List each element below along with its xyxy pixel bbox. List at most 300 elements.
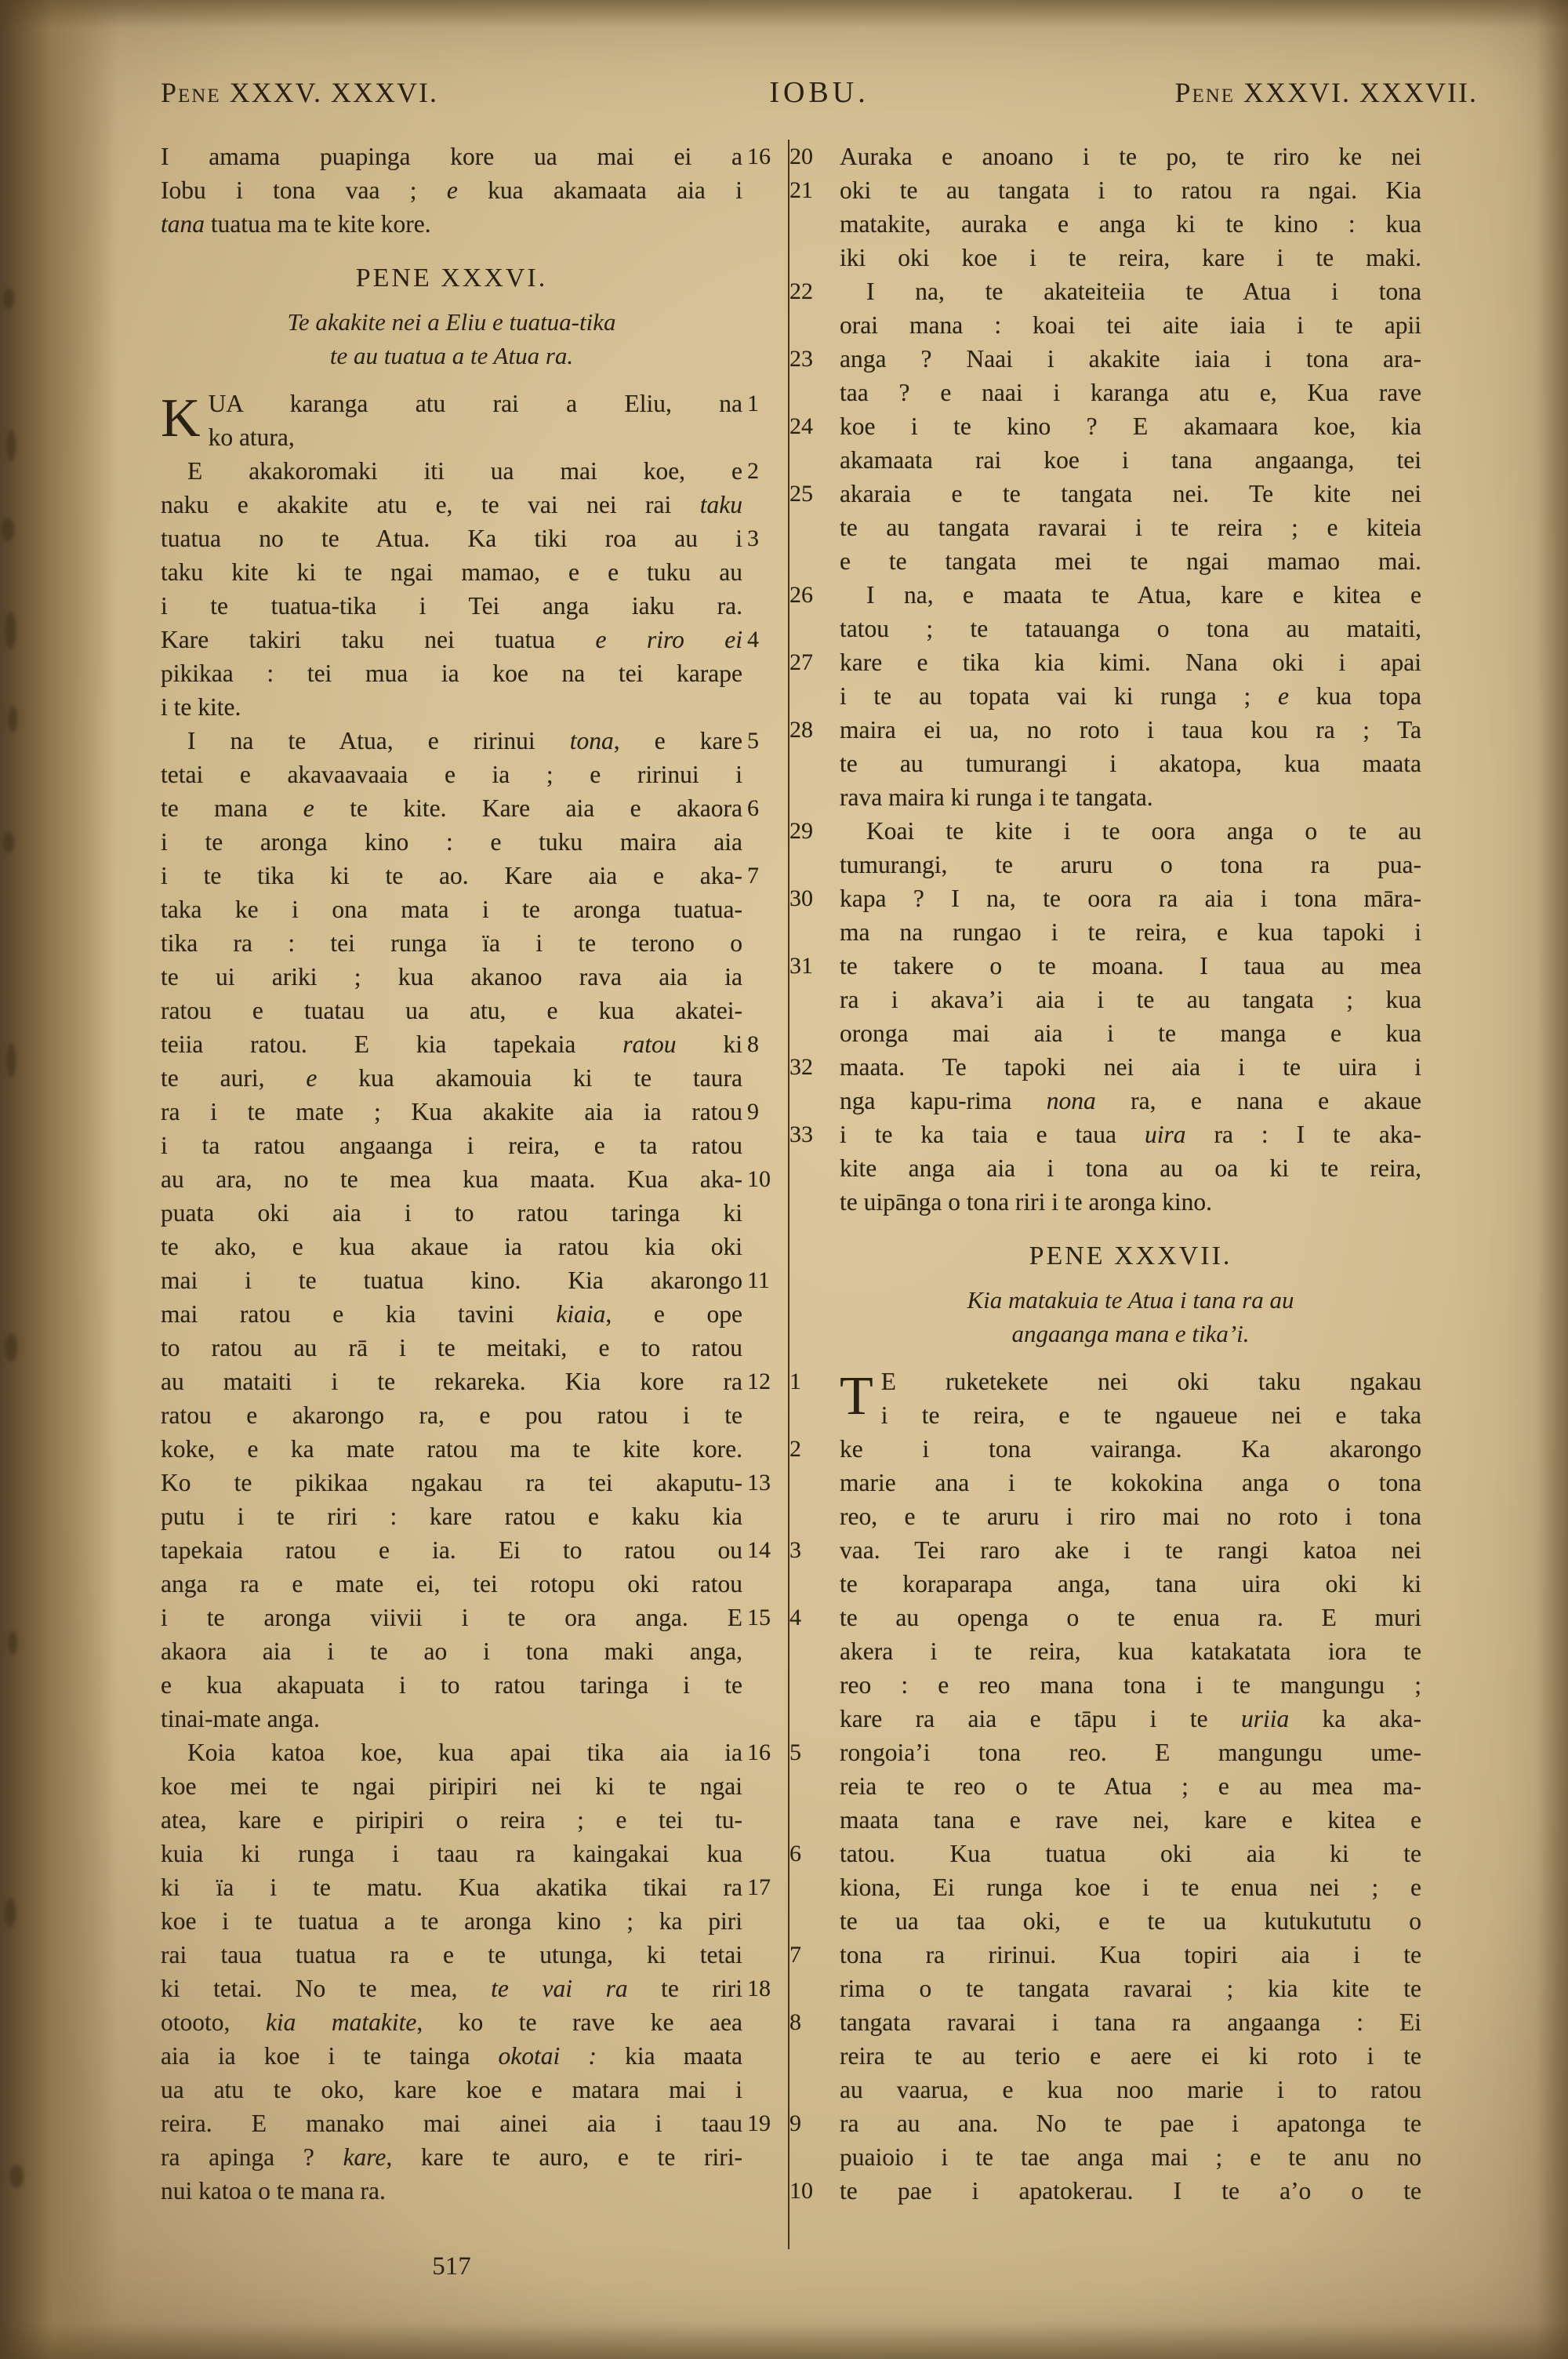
verse-number: 5 bbox=[747, 728, 759, 754]
verse-paragraph-dropcap bbox=[789, 1365, 1421, 1432]
text-run: tuatua no te Atua. Ka tiki roa au i bbox=[161, 525, 742, 552]
text-line bbox=[840, 2140, 1421, 2174]
text-line bbox=[840, 1499, 1421, 1533]
text-run: rai taua tuatua ra e te utunga, ki tetai bbox=[161, 1941, 742, 1968]
text-run: akera i te reira, kua katakatata iora te bbox=[840, 1637, 1421, 1665]
text-run: au vaarua, e kua noo marie i to ratou bbox=[840, 2076, 1421, 2103]
text-run: , e kare bbox=[613, 727, 742, 754]
text-run: ki ïa i te matu. Kua akatika tikai ra bbox=[161, 1874, 742, 1901]
verse-number: 19 bbox=[747, 2110, 771, 2136]
text-line bbox=[840, 747, 1421, 780]
text-run: orai mana : koai tei aite iaia i te apii bbox=[840, 311, 1421, 339]
text-line bbox=[840, 679, 1421, 713]
text-run: vaa. Tei raro ake i te rangi katoa nei bbox=[840, 1536, 1421, 1564]
verse-number: 33 bbox=[789, 1121, 813, 1147]
text-line bbox=[161, 1938, 742, 1972]
page-content bbox=[161, 140, 1421, 2249]
text-run: nui katoa o te mana ra. bbox=[161, 2177, 386, 2205]
text-line bbox=[840, 308, 1421, 342]
italic-text: ratou bbox=[622, 1030, 677, 1058]
text-run: otooto, bbox=[161, 2008, 266, 2036]
verse-number: 11 bbox=[747, 1267, 770, 1293]
text-run: ra i akava’i aia i te au tangata ; kua bbox=[840, 986, 1421, 1013]
text-line bbox=[161, 173, 742, 207]
page-edge-top bbox=[0, 0, 1568, 28]
text-run: i te au topata vai ki runga ; bbox=[840, 682, 1278, 710]
text-run: tatou. Kua tuatua oki aia ki te bbox=[840, 1840, 1421, 1867]
text-line bbox=[789, 713, 1421, 747]
verse-number: 10 bbox=[789, 2178, 813, 2204]
text-run: oronga mai aia i te manga e kua bbox=[840, 1020, 1421, 1047]
text-run: ra apinga ? bbox=[161, 2143, 343, 2171]
text-run: tapekaia ratou e ia. Ei to ratou ou bbox=[161, 1536, 742, 1564]
text-run: tatou ; te tatauanga o tona au mataiti, bbox=[840, 615, 1421, 642]
text-run: rava maira ki runga i te tangata. bbox=[840, 783, 1153, 811]
text-line bbox=[840, 1702, 1421, 1736]
summary-line: angaanga mana e tika’i. bbox=[1011, 1320, 1250, 1347]
text-run: puata oki aia i to ratou taringa ki bbox=[161, 1199, 742, 1227]
verse-number: 30 bbox=[789, 885, 813, 911]
text-line bbox=[161, 420, 742, 454]
italic-text: e bbox=[306, 1064, 318, 1092]
verse-number: 15 bbox=[747, 1605, 771, 1630]
text-run: mai ratou e kia tavini bbox=[161, 1300, 557, 1328]
text-run: au mataiti i te rekareka. Kia kore ra bbox=[161, 1368, 742, 1395]
text-run: i te reira, e te ngaueue nei e taka bbox=[880, 1401, 1421, 1429]
text-line bbox=[840, 2073, 1421, 2106]
text-line bbox=[161, 488, 742, 522]
summary-line: te au tuatua a te Atua ra. bbox=[329, 342, 574, 369]
text-line bbox=[161, 1230, 742, 1263]
text-line bbox=[789, 1601, 1421, 1634]
text-line bbox=[161, 1061, 742, 1095]
verse-number: 21 bbox=[789, 177, 813, 203]
text-run: ra au ana. No te pae i apatonga te bbox=[840, 2110, 1421, 2137]
text-line bbox=[161, 1702, 742, 1736]
text-run: koe mei te ngai piripiri nei ki te ngai bbox=[161, 1772, 742, 1800]
text-line bbox=[161, 1904, 742, 1938]
verse-number: 10 bbox=[747, 1166, 771, 1192]
text-line bbox=[161, 1331, 742, 1365]
text-run: kite anga aia i tona au oa ki te reira, bbox=[840, 1154, 1421, 1182]
text-run: kare ra aia e tāpu i te bbox=[840, 1705, 1241, 1732]
verse-number: 1 bbox=[789, 1369, 801, 1394]
summary-line: Te akakite nei a Eliu e tuatua-tika bbox=[287, 308, 616, 336]
verse-number: 12 bbox=[747, 1369, 771, 1394]
text-line bbox=[161, 1196, 742, 1230]
page-number: 517 bbox=[432, 2252, 471, 2281]
text-line bbox=[840, 544, 1421, 578]
text-run: anga ra e mate ei, tei rotopu oki ratou bbox=[161, 1570, 742, 1598]
text-line bbox=[161, 1769, 742, 1803]
italic-text: e riro ei bbox=[595, 626, 742, 653]
text-line bbox=[789, 1837, 1421, 1870]
text-run: rima o te tangata ravarai ; kia kite te bbox=[840, 1975, 1421, 2002]
text-run: akamaata rai koe i tana angaanga, tei bbox=[840, 446, 1421, 474]
text-line bbox=[161, 1398, 742, 1432]
text-line bbox=[840, 1668, 1421, 1702]
text-run: reira te au terio e aere ei ki roto i te bbox=[840, 2042, 1421, 2070]
verse-number: 3 bbox=[789, 1537, 801, 1563]
text-run: ratou e tuatau ua atu, e kua akatei- bbox=[161, 997, 742, 1024]
verse-paragraph bbox=[789, 1432, 1421, 2208]
text-line bbox=[161, 2073, 742, 2106]
text-run: maira ei ua, no roto i taua kou ra ; Ta bbox=[840, 716, 1421, 743]
text-run: nga kapu-rima bbox=[840, 1087, 1047, 1114]
italic-text: e bbox=[446, 176, 458, 204]
text-line bbox=[789, 409, 1421, 443]
verse-number: 7 bbox=[747, 863, 759, 889]
verse-number: 14 bbox=[747, 1537, 771, 1563]
text-line bbox=[161, 623, 759, 656]
text-run: koe i te tuatua a te aronga kino ; ka piri bbox=[161, 1907, 742, 1935]
italic-text: nona bbox=[1046, 1087, 1096, 1114]
chapter-summary bbox=[840, 1283, 1421, 1350]
text-run: kare e tika kia kimi. Nana oki i apai bbox=[840, 649, 1421, 676]
verse-number: 1 bbox=[747, 391, 759, 416]
text-run: I na, e maata te Atua, kare e kitea e bbox=[866, 581, 1421, 609]
text-run: iki oki koe i te reira, kare i te maki. bbox=[840, 244, 1421, 271]
chapter-summary bbox=[161, 305, 742, 373]
text-run: tumurangi, te aruru o tona ra pua- bbox=[840, 851, 1421, 878]
text-run: naku e akakite atu e, te vai nei rai bbox=[161, 491, 700, 518]
text-line bbox=[161, 926, 742, 960]
text-run: tika ra : tei runga ïa i te terono o bbox=[161, 929, 742, 957]
text-line bbox=[161, 1365, 771, 1398]
text-run: Auraka e anoano i te po, te riro ke nei bbox=[840, 143, 1421, 170]
verse-number: 32 bbox=[789, 1054, 813, 1080]
text-run: reo, e te aruru i riro mai no roto i tona bbox=[840, 1503, 1421, 1530]
page-edge-mark bbox=[3, 289, 14, 309]
text-run: te au tangata ravarai i te reira ; e kiteia bbox=[840, 514, 1421, 541]
text-run: te riri bbox=[627, 1975, 742, 2002]
verse-number: 22 bbox=[789, 278, 813, 304]
verse-paragraph bbox=[161, 140, 771, 241]
verse-number: 31 bbox=[789, 953, 813, 979]
text-column-left bbox=[161, 140, 771, 2249]
text-run: ki bbox=[676, 1030, 742, 1058]
text-line bbox=[840, 983, 1421, 1016]
italic-text: uira bbox=[1144, 1121, 1186, 1148]
text-line bbox=[840, 241, 1421, 274]
text-line bbox=[161, 1162, 771, 1196]
text-run: kare te auro, e te riri- bbox=[392, 2143, 742, 2171]
text-run: tona ra ririnui. Kua topiri aia i te bbox=[840, 1941, 1421, 1968]
text-run: kapa ? I na, te oora ra aia i tona māra- bbox=[840, 885, 1421, 912]
text-run: ki tetai. No te mea, bbox=[161, 1975, 492, 2002]
text-line bbox=[789, 477, 1421, 511]
text-line bbox=[789, 645, 1421, 679]
text-run: ratou e akarongo ra, e pou ratou i te bbox=[161, 1401, 742, 1429]
italic-text: okotai : bbox=[498, 2042, 597, 2070]
text-line bbox=[161, 555, 742, 589]
text-line bbox=[789, 2174, 1421, 2208]
text-line bbox=[161, 1803, 742, 1837]
text-run: I amama puapinga kore ua mai ei a bbox=[161, 143, 742, 170]
verse-number: 17 bbox=[747, 1874, 771, 1900]
text-line bbox=[840, 780, 1421, 814]
verse-number: 4 bbox=[789, 1605, 801, 1630]
italic-text: tana bbox=[161, 210, 205, 238]
text-line bbox=[789, 881, 1421, 915]
text-line bbox=[161, 1129, 742, 1162]
text-run: E akakoromaki iti ua mai koe, e bbox=[187, 457, 742, 485]
text-line bbox=[161, 1432, 742, 1466]
text-line bbox=[161, 1972, 771, 2005]
text-run: putu i te riri : kare ratou e kaku kia bbox=[161, 1503, 742, 1530]
page-edge-mark bbox=[8, 706, 17, 732]
italic-text: taku bbox=[699, 491, 742, 518]
column-divider bbox=[788, 140, 789, 2249]
page-edge-mark bbox=[6, 1043, 16, 1078]
text-line bbox=[161, 387, 759, 420]
page-edge-mark bbox=[6, 430, 16, 461]
text-run: kua akamouia ki te taura bbox=[317, 1064, 742, 1092]
text-run: ka aka- bbox=[1289, 1705, 1421, 1732]
text-line bbox=[161, 1027, 759, 1061]
verse-number: 24 bbox=[789, 413, 813, 439]
text-run: kia maata bbox=[596, 2042, 742, 2070]
text-line bbox=[840, 848, 1421, 881]
text-run: atea, kare e piripiri o reira ; e tei tu- bbox=[161, 1806, 742, 1834]
verse-number: 26 bbox=[789, 582, 813, 608]
page-edge-mark bbox=[2, 518, 14, 541]
text-line bbox=[161, 2174, 742, 2208]
text-run: mai i te tuatua kino. Kia akarongo bbox=[161, 1267, 742, 1294]
text-column-right bbox=[789, 140, 1421, 2249]
text-run: taku kite ki te ngai mamao, e e tuku au bbox=[161, 558, 742, 586]
text-line bbox=[840, 1185, 1421, 1219]
text-line bbox=[840, 1803, 1421, 1837]
verse-number: 9 bbox=[789, 2110, 801, 2136]
verse-number: 9 bbox=[747, 1099, 759, 1125]
italic-text: uriia bbox=[1240, 1705, 1290, 1732]
text-run: puaioio i te tae anga mai ; e te anu no bbox=[840, 2143, 1421, 2171]
text-run: teiia ratou. E kia tapekaia bbox=[161, 1030, 623, 1058]
text-run: I na, te akateiteiia te Atua i tona bbox=[866, 278, 1421, 305]
verse-number: 5 bbox=[789, 1739, 801, 1765]
text-run: , ko te rave ke aea bbox=[416, 2008, 742, 2036]
text-run: Koai te kite i te oora anga o te au bbox=[866, 817, 1421, 845]
text-line bbox=[840, 915, 1421, 949]
text-line bbox=[161, 1466, 771, 1499]
text-line bbox=[840, 1016, 1421, 1050]
text-run: rongoia’i tona reo. E mangungu ume- bbox=[840, 1739, 1421, 1766]
verse-number: 16 bbox=[747, 144, 771, 169]
text-run: taka ke i ona mata i te aronga tuatua- bbox=[161, 896, 742, 923]
text-run: pikikaa : tei mua ia koe na tei karape bbox=[161, 660, 742, 687]
text-line bbox=[789, 1432, 1421, 1466]
text-run: Koia katoa koe, kua apai tika aia ia bbox=[187, 1739, 742, 1766]
text-run: te takere o te moana. I taua au mea bbox=[840, 952, 1421, 980]
text-line bbox=[840, 1634, 1421, 1668]
text-run: te ako, e kua akaue ia ratou kia oki bbox=[161, 1233, 742, 1260]
chapter-heading: PENE XXXVII. bbox=[1029, 1241, 1232, 1270]
text-line bbox=[789, 173, 1421, 207]
text-line bbox=[161, 1634, 742, 1668]
text-line bbox=[840, 2039, 1421, 2073]
text-run: ra, e nana e akaue bbox=[1095, 1087, 1421, 1114]
text-run: i te ka taia e taua bbox=[840, 1121, 1145, 1148]
verse-paragraph-dropcap bbox=[161, 387, 759, 454]
text-run: i te aronga viivii i te ora anga. E bbox=[161, 1604, 742, 1631]
text-line bbox=[161, 207, 742, 241]
page-edge-right bbox=[1537, 0, 1568, 2359]
text-line bbox=[789, 578, 1421, 612]
verse-number: 6 bbox=[789, 1841, 801, 1866]
running-header bbox=[161, 75, 1478, 110]
text-line bbox=[161, 1567, 742, 1601]
verse-number: 8 bbox=[747, 1031, 759, 1057]
text-line bbox=[161, 1095, 759, 1129]
chapter-heading: PENE XXXVI. bbox=[355, 264, 548, 293]
page-edge-bottom bbox=[0, 2323, 1568, 2359]
text-run: e kua akapuata i to ratou taringa i te bbox=[161, 1671, 742, 1699]
text-run: taa ? e naai i karanga atu e, Kua rave bbox=[840, 379, 1421, 406]
text-run: i te tika ki te ao. Kare aia e aka- bbox=[161, 862, 742, 889]
verse-paragraph bbox=[161, 454, 771, 2208]
verse-number: 3 bbox=[747, 525, 759, 551]
text-run: oki te au tangata i to ratou ra ngai. Kia bbox=[840, 176, 1421, 204]
text-run: Ko te pikikaa ngakau ra tei akaputu- bbox=[161, 1469, 742, 1496]
verse-number: 4 bbox=[747, 627, 759, 652]
page-edge-mark bbox=[9, 2165, 24, 2188]
verse-number: 29 bbox=[789, 818, 813, 844]
text-run: ua atu te oko, kare koe e matara mai i bbox=[161, 2076, 742, 2103]
text-run: tangata ravarai i tana ra angaanga : Ei bbox=[840, 2008, 1421, 2036]
text-run: au ara, no te mea kua maata. Kua aka- bbox=[161, 1165, 742, 1193]
text-line bbox=[840, 1567, 1421, 1601]
text-run: te auri, bbox=[161, 1064, 307, 1092]
text-line bbox=[840, 1769, 1421, 1803]
text-line bbox=[161, 758, 742, 791]
verse-number: 2 bbox=[747, 458, 759, 484]
text-run: e te tangata mei te ngai mamao mai. bbox=[840, 547, 1421, 575]
text-run: te uipānga o tona riri i te aronga kino. bbox=[840, 1188, 1212, 1216]
text-line bbox=[161, 724, 759, 758]
text-run: E ruketekete nei oki taku ngakau bbox=[880, 1368, 1421, 1395]
text-line bbox=[789, 1736, 1421, 1769]
text-line bbox=[161, 892, 742, 926]
text-line bbox=[789, 140, 1421, 173]
italic-text: te vai ra bbox=[491, 1975, 628, 2002]
page-edge-mark bbox=[5, 1898, 16, 1928]
verse-number: 2 bbox=[789, 1436, 801, 1462]
text-line bbox=[840, 1904, 1421, 1938]
text-line bbox=[161, 791, 759, 825]
drop-cap: T bbox=[840, 1366, 873, 1427]
text-line bbox=[161, 825, 742, 859]
text-run: kua akamaata aia i bbox=[457, 176, 742, 204]
italic-text: kare, bbox=[343, 2143, 393, 2171]
verse-number: 20 bbox=[789, 144, 813, 169]
text-line bbox=[161, 1601, 771, 1634]
verse-paragraph bbox=[789, 140, 1421, 1219]
text-run: reira. E manako mai ainei aia i taau bbox=[161, 2110, 742, 2137]
text-run: kuia ki runga i taau ra kaingakai kua bbox=[161, 1840, 742, 1867]
text-run: koke, e ka mate ratou ma te kite kore. bbox=[161, 1435, 742, 1463]
verse-number: 18 bbox=[747, 1976, 771, 2001]
text-run: te mana bbox=[161, 794, 303, 822]
italic-text: e bbox=[1277, 682, 1289, 710]
text-run: , e ope bbox=[605, 1300, 742, 1328]
text-run: matakite, auraka e anga ki te kino : kua bbox=[840, 210, 1421, 238]
text-line bbox=[789, 1365, 1421, 1398]
text-line bbox=[789, 1050, 1421, 1084]
text-run: ko atura, bbox=[208, 423, 295, 451]
running-header-right: Pene XXXVI. XXXVII. bbox=[1174, 77, 1479, 108]
text-line bbox=[161, 522, 759, 555]
verse-number: 28 bbox=[789, 717, 813, 743]
book-spine-shadow bbox=[0, 0, 118, 2359]
text-line bbox=[161, 589, 742, 623]
text-line bbox=[161, 2039, 742, 2073]
text-run: akaora aia i te ao i tona maki anga, bbox=[161, 1637, 742, 1665]
text-line bbox=[789, 274, 1421, 308]
text-run: te ui ariki ; kua akanoo rava aia ia bbox=[161, 963, 742, 990]
text-run: te au openga o te enua ra. E muri bbox=[840, 1604, 1421, 1631]
text-line bbox=[161, 1533, 771, 1567]
text-line bbox=[789, 2106, 1421, 2140]
text-line bbox=[840, 376, 1421, 409]
verse-number: 13 bbox=[747, 1470, 771, 1496]
text-line bbox=[161, 140, 771, 173]
text-run: reia te reo o te Atua ; e au mea ma- bbox=[840, 1772, 1421, 1800]
text-line bbox=[161, 1870, 771, 1904]
text-run: i te tuatua-tika i Tei anga iaku ra. bbox=[161, 592, 742, 620]
text-line bbox=[161, 960, 742, 994]
italic-text: tona bbox=[569, 727, 614, 754]
text-line bbox=[161, 994, 742, 1027]
text-run: marie ana i te kokokina anga o tona bbox=[840, 1469, 1421, 1496]
verse-number: 6 bbox=[747, 795, 759, 821]
text-line bbox=[840, 1084, 1421, 1118]
text-line bbox=[840, 1466, 1421, 1499]
italic-text: kiaia bbox=[556, 1300, 606, 1328]
text-run: aia ia koe i te tainga bbox=[161, 2042, 499, 2070]
text-run: koe i te kino ? E akamaara koe, kia bbox=[840, 413, 1421, 440]
text-line bbox=[789, 1938, 1421, 1972]
verse-number: 7 bbox=[789, 1942, 801, 1968]
text-line bbox=[840, 443, 1421, 477]
text-line bbox=[789, 342, 1421, 376]
text-line bbox=[161, 656, 742, 690]
text-run: I na te Atua, e ririnui bbox=[187, 727, 570, 754]
text-line bbox=[789, 2005, 1421, 2039]
text-line bbox=[161, 690, 742, 724]
text-run: te pae i apatokerau. I te a’o o te bbox=[840, 2177, 1421, 2205]
text-run: kua topa bbox=[1288, 682, 1421, 710]
verse-number: 23 bbox=[789, 346, 813, 372]
text-run: ra : I te aka- bbox=[1185, 1121, 1421, 1148]
text-line bbox=[840, 207, 1421, 241]
text-line bbox=[840, 1870, 1421, 1904]
text-run: maata tana e rave nei, kare e kitea e bbox=[840, 1806, 1421, 1834]
summary-line: Kia matakuia te Atua i tana ra au bbox=[967, 1286, 1294, 1314]
italic-text: kia matakite bbox=[265, 2008, 417, 2036]
text-run: anga ? Naai i akakite iaia i tona ara- bbox=[840, 345, 1421, 373]
text-run: te kite. Kare aia e akaora bbox=[314, 794, 742, 822]
text-run: kiona, Ei runga koe i te enua nei ; e bbox=[840, 1874, 1421, 1901]
page-edge-mark bbox=[8, 1631, 17, 1655]
verse-number: 27 bbox=[789, 649, 813, 675]
text-line bbox=[161, 859, 759, 892]
text-run: ra i te mate ; Kua akakite aia ia ratou bbox=[161, 1098, 742, 1125]
text-run: i ta ratou angaanga i reira, e ta ratou bbox=[161, 1132, 742, 1159]
text-line bbox=[840, 1151, 1421, 1185]
text-run: tuatua ma te kite kore. bbox=[205, 210, 431, 238]
text-run: tinai-mate anga. bbox=[161, 1705, 320, 1732]
